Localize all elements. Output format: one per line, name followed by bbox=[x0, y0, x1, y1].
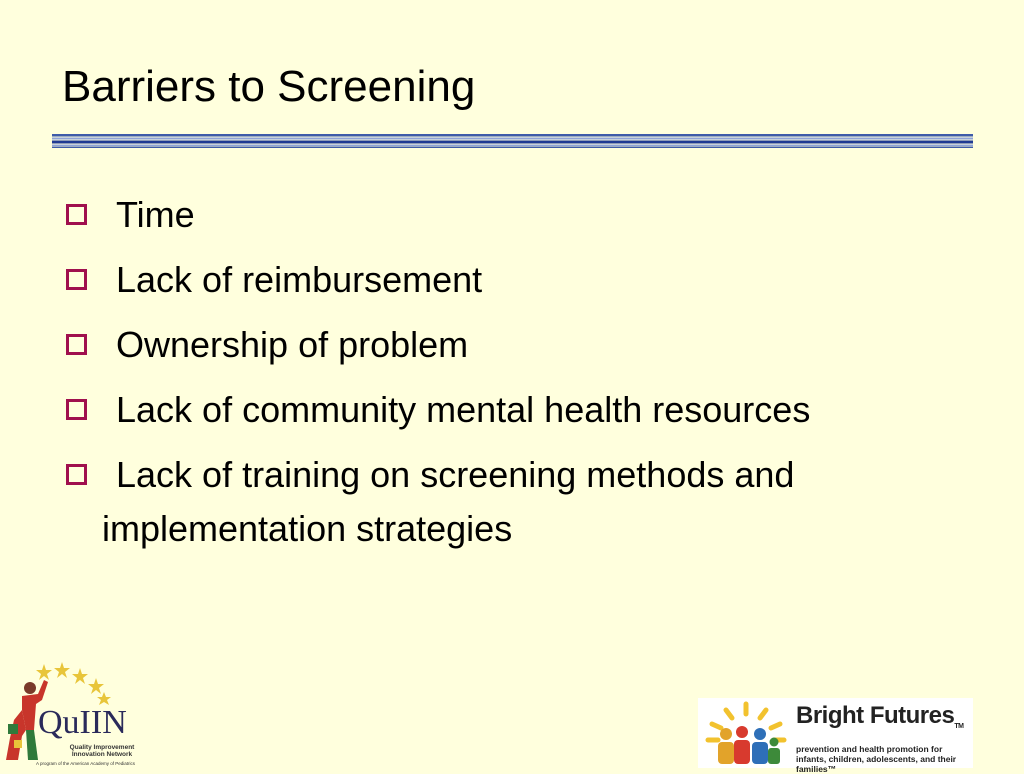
bright-futures-logo bbox=[698, 698, 973, 774]
bullet-text: Lack of training on screening methods and implementation strategies bbox=[102, 454, 795, 549]
quiin-logo bbox=[0, 660, 160, 768]
bright-futures-family-icon bbox=[698, 698, 794, 768]
checkbox-bullet-icon bbox=[66, 399, 87, 420]
bullet-text: Lack of community mental health resources bbox=[116, 389, 811, 430]
bullet-item-ownership bbox=[64, 318, 964, 372]
quiin-wordmark: QuIIN bbox=[38, 704, 127, 741]
bright-futures-tagline: prevention and health promotion for infants, children, adolescents, and their families™ bbox=[796, 744, 957, 774]
bullet-item-community-resources bbox=[64, 383, 964, 437]
bullet-text: Lack of reimbursement bbox=[116, 259, 483, 300]
checkbox-bullet-icon bbox=[66, 269, 87, 290]
bullet-list bbox=[64, 188, 964, 567]
bullet-item-time bbox=[64, 188, 964, 242]
bullet-item-reimbursement bbox=[64, 253, 964, 307]
quiin-subtitle: Quality Improvement Innovation Network bbox=[69, 744, 135, 758]
checkbox-bullet-icon bbox=[66, 204, 87, 225]
bullet-text: Ownership of problem bbox=[116, 324, 469, 365]
bright-futures-trademark: TM bbox=[954, 723, 964, 730]
checkbox-bullet-icon bbox=[66, 464, 87, 485]
bullet-text: Time bbox=[116, 194, 195, 235]
bullet-item-training bbox=[64, 448, 964, 556]
slide-title: Barriers to Screening bbox=[62, 62, 476, 112]
bright-futures-name: Bright Futures bbox=[796, 702, 955, 729]
bright-futures-wordmark bbox=[796, 702, 963, 730]
title-divider bbox=[52, 134, 973, 148]
quiin-footer: A program of the American Academy of Pediatrics bbox=[36, 761, 136, 766]
checkbox-bullet-icon bbox=[66, 334, 87, 355]
